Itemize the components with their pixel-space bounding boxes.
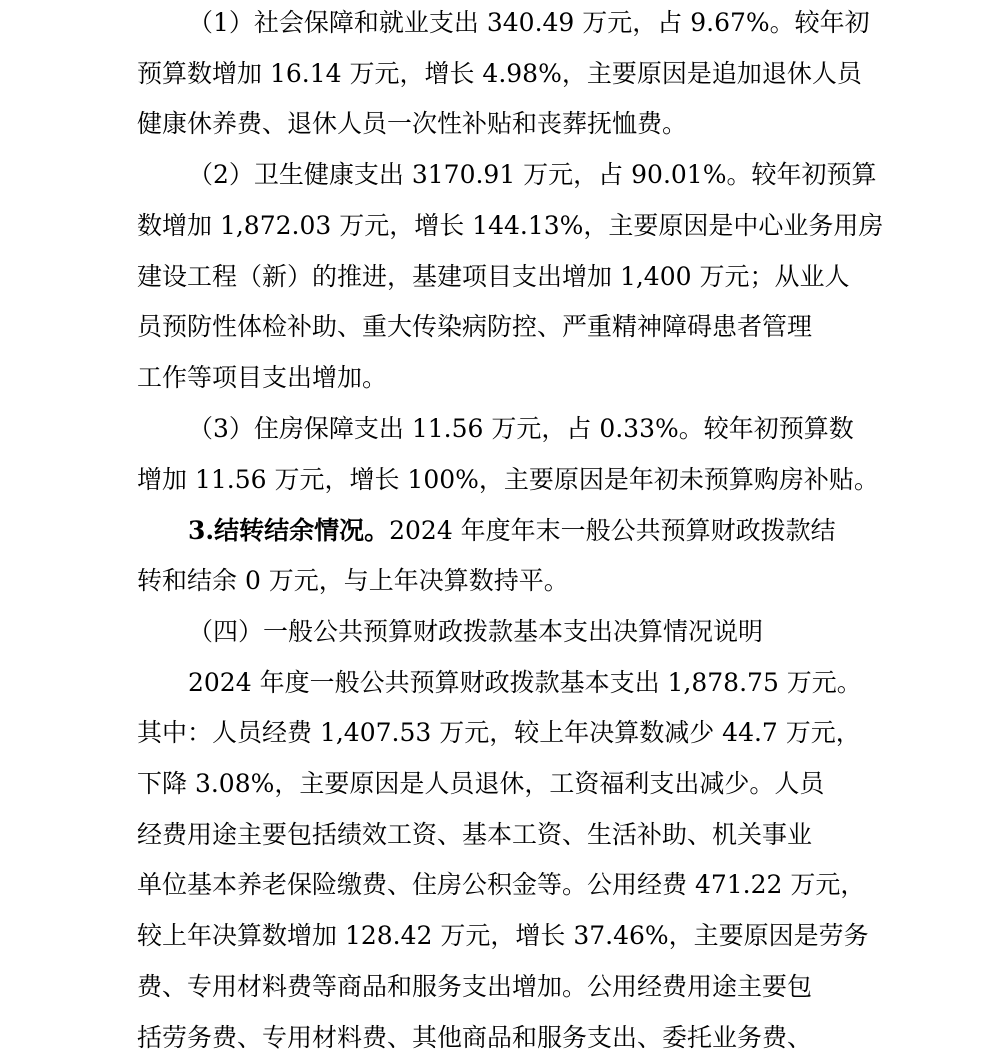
paragraph-line: 括劳务费、专用材料费、其他商品和服务支出、委托业务费、 [137,1023,813,1052]
paragraph-line: 下降 3.08%，主要原因是人员退休，工资福利支出减少。人员 [137,769,825,798]
paragraph-line: 健康休养费、退休人员一次性补贴和丧葬抚恤费。 [137,109,688,138]
paragraph-line: 工作等项目支出增加。 [137,363,388,392]
paragraph-line: 预算数增加 16.14 万元，增长 4.98%，主要原因是追加退休人员 [137,59,862,88]
paragraph-line: 数增加 1,872.03 万元，增长 144.13%，主要原因是中心业务用房 [137,211,884,240]
paragraph-line: 其中：人员经费 1,407.53 万元，较上年决算数减少 44.7 万元， [137,718,861,747]
paragraph-line: 2024 年度一般公共预算财政拨款基本支出 1,878.75 万元。 [188,668,862,697]
paragraph-line: 建设工程（新）的推进，基建项目支出增加 1,400 万元；从业人 [137,262,850,291]
paragraph-line: 增加 11.56 万元，增长 100%，主要原因是年初未预算购房补贴。 [137,465,879,494]
paragraph-line: 较上年决算数增加 128.42 万元，增长 37.46%，主要原因是劳务 [137,921,869,950]
paragraph-line: （2）卫生健康支出 3170.91 万元，占 90.01%。较年初预算 [188,160,877,189]
section-3-heading: 3.结转结余情况。 [188,516,390,545]
paragraph-line: 经费用途主要包括绩效工资、基本工资、生活补助、机关事业 [137,820,813,849]
paragraph-line: （1）社会保障和就业支出 340.49 万元，占 9.67%。较年初 [188,8,870,37]
paragraph-line: 员预防性体检补助、重大传染病防控、严重精神障碍患者管理 [137,312,813,341]
paragraph-line: 费、专用材料费等商品和服务支出增加。公用经费用途主要包 [137,972,813,1001]
section-3-line [188,514,836,548]
paragraph-line: 转和结余 0 万元，与上年决算数持平。 [137,566,569,595]
paragraph-line: （3）住房保障支出 11.56 万元，占 0.33%。较年初预算数 [188,414,854,443]
section-3-text: 2024 年度年末一般公共预算财政拨款结 [389,516,836,545]
section-4-heading: （四）一般公共预算财政拨款基本支出决算情况说明 [188,617,764,646]
paragraph-line: 单位基本养老保险缴费、住房公积金等。公用经费 471.22 万元， [137,870,866,899]
